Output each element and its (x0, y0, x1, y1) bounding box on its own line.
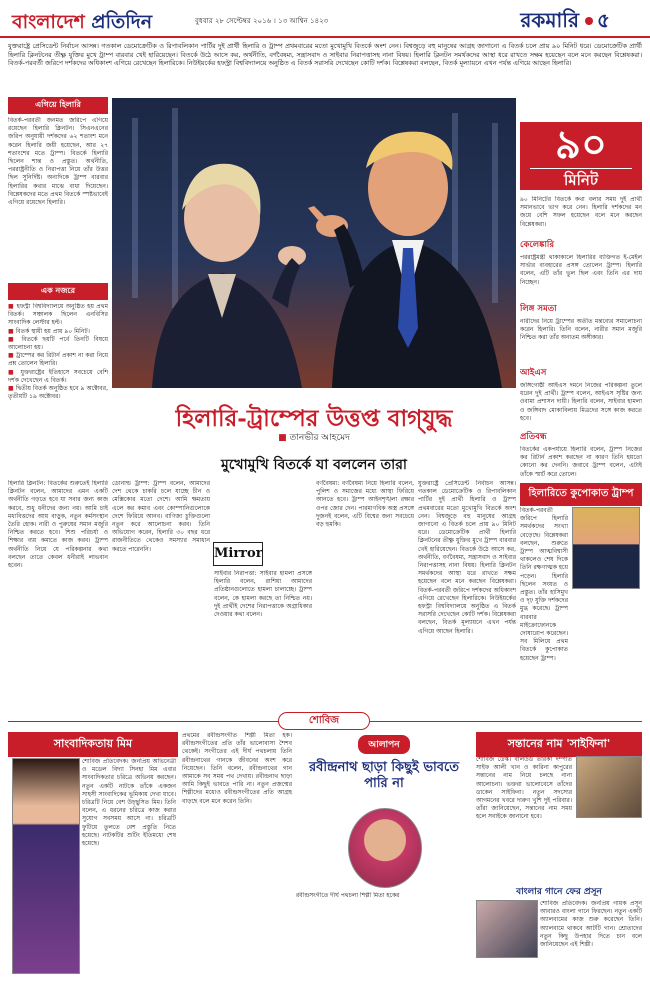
bottom-story-2-text (182, 732, 292, 980)
cupon-body: বিতর্ক-পরবর্তী জরিপে হিলারি সমর্থকদের সংখ্যা বেড়েছে। বিশ্লেষকরা বলছেন, শুরুতে ট্রাম্প আত্মবিশ্বাসী থাকলেও শেষ দিকে তিনি রক্ষণাত্মক হয়ে পড়েন। হিলারি ছিলেন সংযত ও প্রস্তুত। তাঁর হাসিমুখ ও দৃঢ় যুক্তি দর্শকদের মুগ্ধ করেছে। ট্রাম্প বারবার মাইক্রোফোনকে দোষারোপ করেছেন। সব মিলিয়ে প্রথম বিতর্কে কুপোকাত হয়েছেন ট্রাম্প। (520, 507, 568, 662)
ninety-number: ৯০ (555, 122, 607, 168)
right-section-title: প্রতিবন্ধ (520, 432, 547, 442)
intro-paragraph: যুক্তরাষ্ট্রে প্রেসিডেন্ট নির্বাচন আসন্ন। গতকাল ডেমোক্রেটিক ও রিপাবলিকান পার্টির দুই প্রার্থী হিলারি ও ট্রাম্প প্রথমবারের মতো মুখোমুখি বিতর্কে অংশ নেন। বিশ্বজুড়ে বহু মানুষের আগ্রহ জাগানো এ বিতর্ক চলে প্রায় ৯০ মিনিট ধরে। ডেমোক্রেটিক প্রার্থী হিলারি ক্লিনটনের তীক্ষ্ণ যুক্তির মুখে ট্রাম্প বারবার খেই হারিয়েছেন। বিতর্কে উঠে আসে কর, অর্থনীতি, বর্ণবৈষম্য, সন্ত্রাসবাদ ও সাইবার নিরাপত্তাসহ নানা বিষয়। হিলারি ক্লিনটন সমর্থকদের আস্থা ধরে রাখতে সক্ষম হয়েছেন বলে মনে করছেন বিশ্লেষকরা। বিতর্ক-পরবর্তী জরিপে দর্শকদের অধিকাংশ এগিয়ে রেখেছেন হিলারিকে। নিউইয়র্কের হফস্ট্রা বিশ্ববিদ্যালয়ে অনুষ্ঠিত এ বিতর্ক সরাসরি দেখেছেন কোটি দর্শক। বিশ্লেষকরা বলছেন, বিতর্ক মূল্যায়নে এখন পর্যন্ত এগিয়ে আছেন হিলারি। (8, 42, 642, 68)
right-section-body: বিতর্কের একপর্যায়ে হিলারি বলেন, ট্রাম্প নিজের কর রিটার্ন প্রকাশ করছেন না কারণ তিনি হয়তো কোনো কর দেননি। জবাবে ট্রাম্প বলেন, এটাই তাঁকে স্মার্ট করে তোলে। (520, 446, 642, 478)
points-list (8, 303, 108, 491)
bottom-sub-title[interactable]: বাংলার গানে ফের প্রসূন (516, 887, 602, 897)
prosun-photo (476, 900, 538, 958)
main-headline[interactable]: হিলারি-ট্রাম্পের উত্তপ্ত বাগ্‌যুদ্ধ (175, 405, 453, 432)
points-box (8, 283, 108, 491)
list-item: ■ হফস্ট্রা বিশ্ববিদ্যালয়ে অনুষ্ঠিত হয় প্রথম বিতর্ক। সঞ্চালক ছিলেন এনবিসির সাংবাদিক লেস্টার হল্ট। (8, 303, 108, 327)
bottom-story-1 (8, 732, 178, 980)
ninety-minute-badge (520, 122, 642, 190)
interview-box (296, 732, 472, 980)
bottom-story-3 (476, 732, 642, 980)
body-column-4: বর্ণবৈষম্য: বর্ণবৈষম্য নিয়ে হিলারি বলেন, পুলিশ ও সমাজের মধ্যে আস্থা ফিরিয়ে আনতে হবে। ট্রাম্প আইনশৃঙ্খলা রক্ষার ওপর জোর দেন। পারমাণবিক অস্ত্র প্রসঙ্গে দুজনই বলেন, এটি বিশ্বের জন্য সবচেয়ে বড় হুমকি। (316, 480, 414, 529)
debate-photo (112, 98, 516, 388)
page-number: ৫ (597, 8, 610, 32)
interview-title[interactable]: রবীন্দ্রনাথ ছাড়া কিছুই ভাবতে পারি না (309, 760, 459, 791)
list-item: ■ ট্রাম্পের কর রিটার্ন প্রকাশ না করা নিয়ে প্রশ্ন তোলেন হিলারি। (8, 352, 108, 368)
right-section-title: লিঙ্গ সমতা (520, 304, 557, 314)
body-column-5: যুক্তরাষ্ট্রে প্রেসিডেন্ট নির্বাচন আসন্ন। গতকাল ডেমোক্রেটিক ও রিপাবলিকান পার্টির দুই প্রার্থী হিলারি ও ট্রাম্প প্রথমবারের মতো মুখোমুখি বিতর্কে অংশ নেন। বিশ্বজুড়ে বহু মানুষের আগ্রহ জাগানো এ বিতর্ক চলে প্রায় ৯০ মিনিট ধরে। ডেমোক্রেটিক প্রার্থী হিলারি ক্লিনটনের তীক্ষ্ণ যুক্তির মুখে ট্রাম্প বারবার খেই হারিয়েছেন। বিতর্কে উঠে আসে কর, অর্থনীতি, বর্ণবৈষম্য, সন্ত্রাসবাদ ও সাইবার নিরাপত্তাসহ নানা বিষয়। হিলারি ক্লিনটন সমর্থকদের আস্থা ধরে রাখতে সক্ষম হয়েছেন বলে মনে করছেন বিশ্লেষকরা। বিতর্ক-পরবর্তী জরিপে দর্শকদের অধিকাংশ এগিয়ে রেখেছেন হিলারিকে। নিউইয়র্কের হফস্ট্রা বিশ্ববিদ্যালয়ে অনুষ্ঠিত এ বিতর্ক সরাসরি দেখেছেন কোটি দর্শক। বিশ্লেষকরা বলছেন, বিতর্ক মূল্যায়নে এখন পর্যন্ত এগিয়ে আছেন হিলারি। (418, 480, 516, 635)
right-section-body: পররাষ্ট্রমন্ত্রী থাকাকালে হিলারির ব্যক্তিগত ই-মেইল সার্ভার ব্যবহারের প্রসঙ্গ তোলেন ট্রাম্প। হিলারি বলেন, এটি তাঁর ভুল ছিল এবং তিনি এর দায় নিচ্ছেন। (520, 254, 642, 286)
body-column-2: ডোনাল্ড ট্রাম্প: ট্রাম্প বলেন, আমাদের দেশ থেকে চাকরি চলে যাচ্ছে চীন ও মেক্সিকোর মতো দেশে। আমি ক্ষমতায় এলে কর কমাব এবং কোম্পানিগুলোকে দেশে ফিরিয়ে আনব। বাণিজ্য চুক্তিগুলো নতুন করে আলোচনা করব। তিনি অভিযোগ করেন, হিলারি ৩০ বছর ধরে রাজনীতিতে থেকেও সমস্যার সমাধান করতে পারেননি। (112, 480, 210, 553)
right-sections (520, 232, 642, 480)
left-box-title: এগিয়ে হিলারি (8, 97, 108, 114)
bottom-story-1-body: শোবিজ প্রতিবেদক। জনপ্রিয় অভিনেত্রী ও মডেল বিদ্যা সিনহা মিম এবার সাংবাদিকতার চরিত্রে অভিনয় করছেন। নতুন একটি নাটকে তাঁকে একজন সাহসী সাংবাদিকের ভূমিকায় দেখা যাবে। চরিত্রটি নিয়ে বেশ উচ্ছ্বসিত মিম। তিনি বলেন, এ ধরনের চরিত্রে কাজ করার সুযোগ সবসময় আসে না। চরিত্রটি ফুটিয়ে তুলতে বেশ প্রস্তুতি নিতে হয়েছে। নাটকটির শুটিং ইতিমধ্যে শেষ হয়েছে। (82, 758, 176, 848)
body-column-1: হিলারি ক্লিনটন: বিতর্কের শুরুতেই হিলারি ক্লিনটন বলেন, আমাদের এমন একটি অর্থনীতি গড়তে হবে যা সবার জন্য কাজ করবে, শুধু ধনীদের জন্য নয়। আমি চাই মধ্যবিত্তদের আয় বাড়ুক, নতুন কর্মসংস্থান তৈরি হোক। নারী ও পুরুষের সমান মজুরি নিশ্চিত করতে হবে। শিশু পরিচর্যা ও শিক্ষার ব্যয় কমাতে কাজ করব। ট্রাম্প অর্থনীতি নিয়ে যে পরিকল্পনার কথা বলছেন তাতে কেবল ধনীরাই লাভবান হবেন। (8, 480, 108, 570)
newspaper-logo[interactable]: বাংলাদেশ প্রতিদিন (12, 11, 153, 33)
trump-portrait (572, 507, 640, 589)
right-section-title: কেলেঙ্কারি (520, 240, 555, 250)
dateline: বুধবার ২৮ সেপ্টেম্বর ২০১৬ । ১৩ আশ্বিন ১৪২৩ (195, 17, 329, 25)
bottom-story-2-body: প্রথমের রবীন্দ্রসংগীত শিল্পী মিতা হক। রবীন্দ্রসংগীতের প্রতি তাঁর ভালোবাসা শৈশব থেকেই। সংগীতের এই দীর্ঘ পথচলায় তিনি রবীন্দ্রনাথের গানকে জীবনের অংশ করে নিয়েছেন। তিনি বলেন, রবীন্দ্রনাথের গান আমাকে সব সময় পথ দেখায়। রবীন্দ্রনাথ ছাড়া আমি কিছুই ভাবতে পারি না। নতুন প্রজন্মের শিল্পীদের মধ্যেও রবীন্দ্রসংগীতের প্রতি আগ্রহ বাড়ছে বলে মনে করেন তিনি। (182, 732, 292, 805)
right-section-body: জঙ্গিগোষ্ঠী আইএস দমনে নিজের পরিকল্পনা তুলে ধরেন দুই প্রার্থী। ট্রাম্প বলেন, আইএস সৃষ্টির জন্য ওবামা প্রশাসন দায়ী। হিলারি বলেন, সাইবার হামলা ও জঙ্গিবাদ মোকাবিলায় মিত্রদের সঙ্গে কাজ করতে হবে। (520, 382, 642, 422)
list-item: ■ দ্বিতীয় বিতর্ক অনুষ্ঠিত হবে ৯ অক্টোবর, তৃতীয়টি ১৯ অক্টোবর। (8, 385, 108, 401)
saif-kareena-photo (576, 756, 642, 818)
left-box (8, 97, 108, 297)
square-icon: ■ (278, 433, 287, 443)
interview-caption: রবীন্দ্রসংগীতে দীর্ঘ পথচলা শিল্পী মিতা হকের (296, 892, 400, 899)
subheading: মুখোমুখি বিতর্কে যা বললেন তারা (221, 457, 407, 473)
list-item: ■ বিতর্ক স্থায়ী হয় প্রায় ৯০ মিনিট। (8, 327, 90, 335)
interview-tag: আলাপন (358, 735, 409, 754)
bottom-story-1-title[interactable]: সাংবাদিকতায় মিম (8, 732, 178, 757)
bottom-story-3-title[interactable]: সন্তানের নাম 'সাইফিনা' (476, 732, 642, 757)
mirror-logo: Mirror (213, 542, 263, 566)
byline: ■ তানভীর আহমেদ (278, 433, 350, 443)
points-box-title: এক নজরে (8, 283, 108, 300)
mita-hoque-photo (348, 808, 422, 888)
right-section-title: আইএস (520, 368, 547, 378)
left-box-body: বিতর্ক-পরবর্তী জনমত জরিপে এগিয়ে রয়েছেন হিলারি ক্লিনটন। সিএনএনের জরিপ অনুযায়ী দর্শকদের ৬২ শতাংশ মনে করেন হিলারি জয়ী হয়েছেন, আর ২৭ শতাংশের মতে ট্রাম্প। বিতর্কে হিলারি ছিলেন শান্ত ও প্রস্তুত। অর্থনীতি, পররাষ্ট্রনীতি ও নিরাপত্তা নিয়ে তাঁর উত্তর ছিল সুনির্দিষ্ট। অন্যদিকে ট্রাম্প বারবার হিলারির কথার মাঝে বাধা দিয়েছেন। বিশ্লেষকদের মতে প্রথম বিতর্কে স্পষ্টভাবেই এগিয়ে রয়েছেন হিলারি। (8, 117, 108, 207)
dot-icon (585, 17, 593, 25)
bottom-story-3-body: শোবিজ ডেস্ক। বলিউড তারকা দম্পতি সাইফ আলী খান ও কারিনা কাপুরের সন্তানের নাম নিয়ে চলছে নানা আলোচনা। ভক্তরা ভালোবেসে তাঁদের ডাকেন সাইফিনা। নতুন সদস্যের আগমনের খবরে দারুণ খুশি দুই পরিবার। তাঁরা জানিয়েছেন, সন্তানের নাম সময় হলে সবাইকে জানানো হবে। (476, 756, 572, 821)
list-item: ■ বিতর্কে ছয়টি পর্বে তিনটি বিষয়ে আলোচনা হয়। (8, 335, 108, 352)
debate-illustration (112, 98, 516, 388)
body-column-3: সাইবার নিরাপত্তা: সাইবার হামলা প্রসঙ্গে হিলারি বলেন, রাশিয়া আমাদের প্রতিষ্ঠানগুলোতে হামলা চালাচ্ছে। ট্রাম্প বলেন, কে হামলা করছে তা নিশ্চিত নয়। দুই প্রার্থীই দেশের নিরাপত্তাকে অগ্রাধিকার দেওয়ার কথা বলেন। (214, 570, 312, 619)
section-name: রকমারি ৫ (520, 8, 610, 32)
right-section-body: নারীদের নিয়ে ট্রাম্পের অতীত মন্তব্যের সমালোচনা করেন হিলারি। তিনি বলেন, নারীর সমান মজুরি নিশ্চিত করা তাঁর অন্যতম অঙ্গীকার। (520, 318, 642, 342)
mim-photo (12, 758, 80, 974)
showbiz-divider (8, 712, 642, 730)
bottom-sub-body: শোবিজ প্রতিবেদক। জনপ্রিয় গায়ক প্রসূন আবারও বাংলা গানে ফিরছেন। নতুন একটি অ্যালবামের কাজ শুরু করেছেন তিনি। অ্যালবামে থাকবে আটটি গান। শ্রোতাদের নতুন কিছু উপহার দিতে চান বলে জানিয়েছেন এই শিল্পী। (540, 900, 642, 949)
list-item: ■ যুক্তরাষ্ট্রের ইতিহাসে সবচেয়ে বেশি দর্শক দেখেছেন এ বিতর্ক। (8, 368, 108, 384)
showbiz-label[interactable]: শোবিজ (278, 712, 370, 730)
cupon-title: হিলারিতে কুপোকাত ট্রাম্প (520, 483, 642, 506)
ninety-label: মিনিট (530, 168, 632, 194)
right-intro: ৯০ মিনিটের বিতর্কে কথা বলার সময় দুই প্রার্থী সমানভাবে ভাগ করে নেন। হিলারি দর্শকদের মন জয়ে বেশি সফল হয়েছেন বলে মনে করছেন বিশ্লেষকরা। (520, 196, 642, 228)
trump-figure (308, 132, 502, 388)
cupon-box (520, 483, 642, 701)
